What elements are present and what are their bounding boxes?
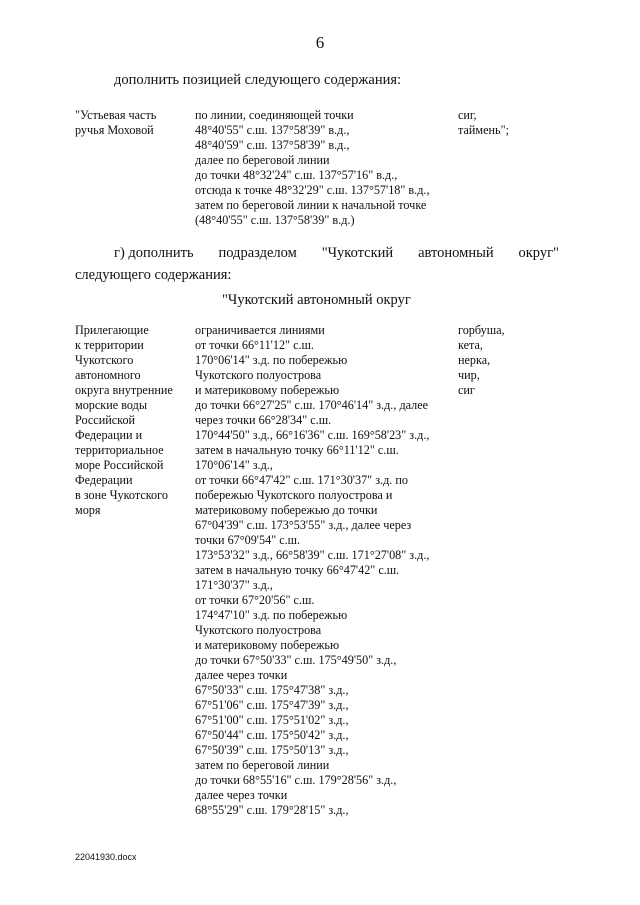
boundary-line: 48°40'55" с.ш. 137°58'39" в.д., [195,123,350,137]
boundary-line: 68°55'29" с.ш. 179°28'15" з.д., [195,803,349,817]
boundary-line: 67°51'06" с.ш. 175°47'39" з.д., [195,698,349,712]
boundary-line: 67°50'44" с.ш. 175°50'42" з.д., [195,728,349,742]
boundary-line: и материковому побережью [195,638,340,652]
area-line: к территории [75,338,144,352]
boundary-line: 174°47'10" з.д. по побережью [195,608,348,622]
area-line: округа внутренние [75,383,173,397]
area-line: Чукотского [75,353,134,367]
species-line: сиг [458,383,475,397]
paragraph-g-word: г) дополнить [114,245,194,261]
boundary-line: 170°06'14" з.д., [195,458,273,472]
paragraph-g-line2: следующего содержания: [75,267,232,283]
area-line: ручья Моховой [75,123,154,137]
species-line: чир, [458,368,480,382]
area-line: море Российской [75,458,164,472]
boundary-line: затем в начальную точку 66°11'12" с.ш. [195,443,399,457]
section-title: "Чукотский автономный округ [222,292,411,308]
boundary-line: далее через точки [195,668,288,682]
boundary-line: затем по береговой линии к начальной точке [195,198,427,212]
boundary-line: Чукотского полуострова [195,368,322,382]
area-line: автономного [75,368,141,382]
footer-filename: 22041930.docx [75,852,137,862]
area-line: морские воды [75,398,148,412]
boundary-line: далее через точки [195,788,288,802]
area-line: Федерации и [75,428,143,442]
species-line: кета, [458,338,483,352]
boundary-line: 171°30'37" з.д., [195,578,273,592]
section1-species [458,108,509,138]
area-line: Федерации [75,473,133,487]
page-number: 6 [315,33,325,52]
boundary-line: материковому побережью до точки [195,503,378,517]
boundary-line: через точки 66°28'34" с.ш. [195,413,332,427]
boundary-line: затем в начальную точку 66°47'42" с.ш. [195,563,400,577]
area-line: Российской [75,413,136,427]
species-line: сиг, [458,108,477,122]
section2-area [75,323,173,518]
boundary-line: далее по береговой линии [195,153,330,167]
boundary-line: 170°44'50" з.д., 66°16'36" с.ш. 169°58'23" з.д., [195,428,430,442]
boundary-line: от точки 66°47'42" с.ш. 171°30'37" з.д. по [195,473,408,487]
species-line: горбуша, [458,323,505,337]
paragraph-g [75,242,559,286]
boundary-line: до точки 68°55'16" с.ш. 179°28'56" з.д., [195,773,397,787]
boundary-line: побережью Чукотского полуострова и [195,488,393,502]
section2-boundary [195,323,429,818]
boundary-line: 67°50'33" с.ш. 175°47'38" з.д., [195,683,349,697]
section1-boundary [195,108,430,228]
boundary-line: 67°04'39" с.ш. 173°53'55" з.д., далее через [195,518,412,532]
species-line: таймень"; [458,123,509,137]
section2-species [458,323,505,398]
paragraph-g-word: автономный [418,245,494,261]
boundary-line: до точки 48°32'24" с.ш. 137°57'16" в.д., [195,168,398,182]
area-line: территориальное [75,443,164,457]
paragraph-g-line1 [75,242,559,264]
boundary-line: точки 67°09'54" с.ш. [195,533,301,547]
boundary-line: 173°53'32" з.д., 66°58'39" с.ш. 171°27'08" з.д., [195,548,430,562]
area-line: моря [75,503,101,517]
boundary-line: 67°51'00" с.ш. 175°51'02" з.д., [195,713,349,727]
boundary-line: Чукотского полуострова [195,623,322,637]
boundary-line: ограничивается линиями [195,323,325,337]
boundary-line: 170°06'14" з.д. по побережью [195,353,348,367]
boundary-line: затем по береговой линии [195,758,330,772]
boundary-line: 48°40'59" с.ш. 137°58'39" в.д., [195,138,350,152]
boundary-line: от точки 67°20'56" с.ш. [195,593,315,607]
paragraph-g-word: "Чукотский [321,245,394,261]
boundary-line: (48°40'55" с.ш. 137°58'39" в.д.) [195,213,355,227]
species-line: нерка, [458,353,491,367]
boundary-line: и материковому побережью [195,383,340,397]
intro-line: дополнить позицией следующего содержания: [114,72,402,88]
boundary-line: по линии, соединяющей точки [195,108,354,122]
paragraph-g-word: округ" [518,245,559,261]
boundary-line: отсюда к точке 48°32'29" с.ш. 137°57'18" в.д., [195,183,430,197]
boundary-line: до точки 67°50'33" с.ш. 175°49'50" з.д., [195,653,397,667]
area-line: "Устьевая часть [75,108,157,122]
boundary-line: от точки 66°11'12" с.ш. [195,338,314,352]
area-line: Прилегающие [75,323,149,337]
section1-area [75,108,156,138]
boundary-line: 67°50'39" с.ш. 175°50'13" з.д., [195,743,349,757]
paragraph-g-word: подразделом [218,245,297,261]
boundary-line: до точки 66°27'25" с.ш. 170°46'14" з.д., далее [195,398,429,412]
area-line: в зоне Чукотского [75,488,168,502]
